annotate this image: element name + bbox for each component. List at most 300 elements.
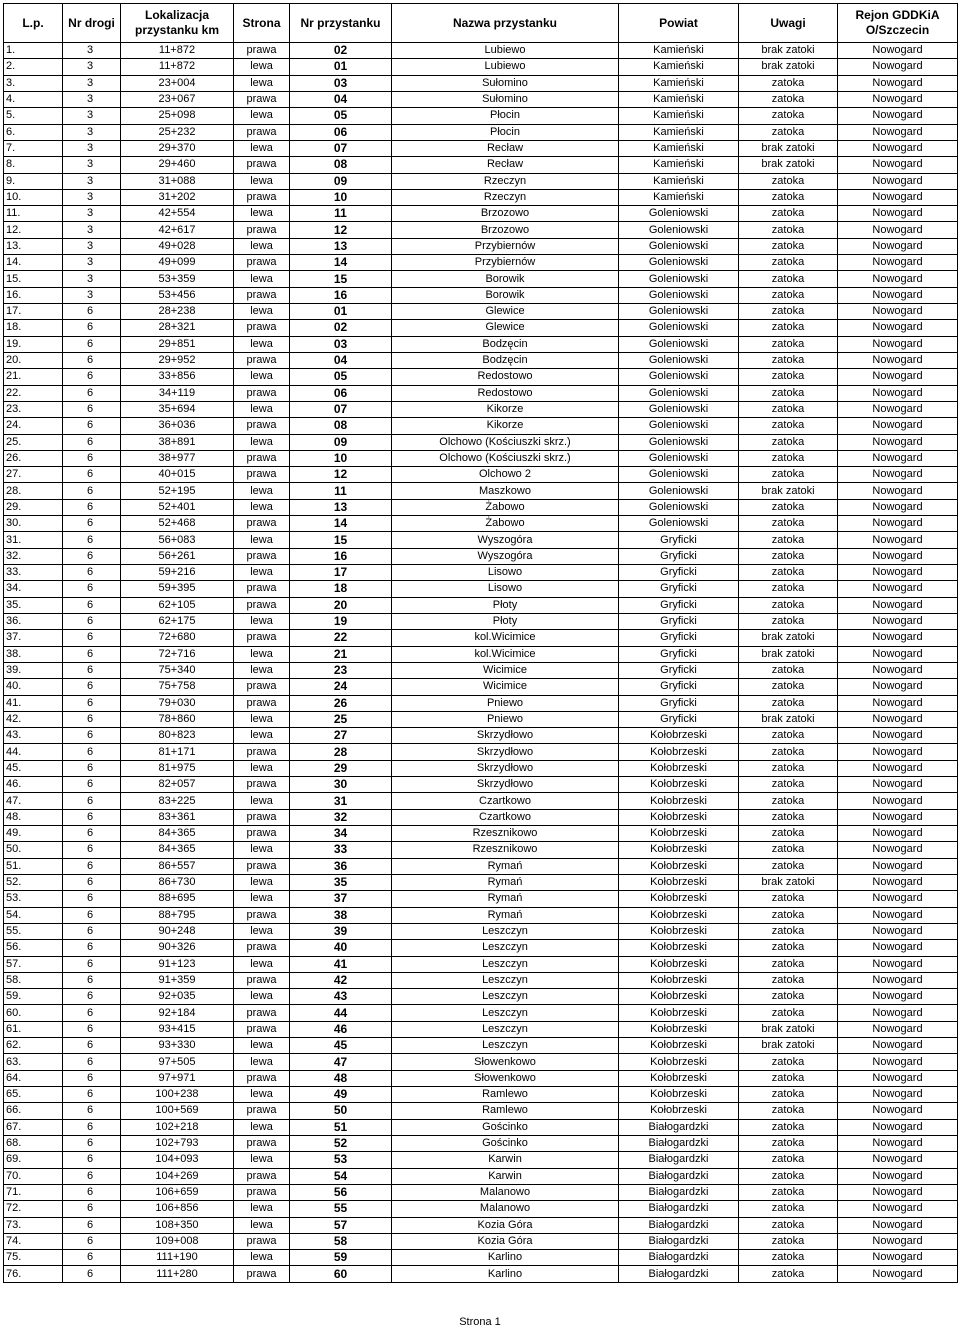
cell-side: lewa	[234, 1038, 290, 1054]
cell-uwagi: zatoka	[739, 173, 838, 189]
cell-road: 6	[63, 1038, 121, 1054]
cell-road: 6	[63, 304, 121, 320]
cell-road: 6	[63, 826, 121, 842]
cell-lp: 39.	[4, 662, 63, 678]
cell-stop-no: 27	[290, 728, 392, 744]
table-row	[4, 760, 958, 776]
cell-lp: 10.	[4, 189, 63, 205]
cell-lp: 67.	[4, 1119, 63, 1135]
cell-lp: 44.	[4, 744, 63, 760]
cell-lp: 36.	[4, 613, 63, 629]
cell-km: 62+105	[121, 597, 234, 613]
cell-km: 78+860	[121, 711, 234, 727]
cell-lp: 65.	[4, 1087, 63, 1103]
cell-stop-no: 42	[290, 972, 392, 988]
cell-km: 106+659	[121, 1184, 234, 1200]
cell-powiat: Białogardzki	[619, 1266, 739, 1282]
cell-stop-no: 06	[290, 124, 392, 140]
header-rejon: Rejon GDDKiA O/Szczecin	[838, 4, 958, 43]
cell-road: 6	[63, 336, 121, 352]
table-row	[4, 972, 958, 988]
table-row	[4, 1168, 958, 1184]
cell-road: 6	[63, 874, 121, 890]
cell-road: 3	[63, 255, 121, 271]
cell-lp: 42.	[4, 711, 63, 727]
cell-stop-no: 22	[290, 630, 392, 646]
table-row	[4, 532, 958, 548]
cell-stop-no: 47	[290, 1054, 392, 1070]
table-row	[4, 483, 958, 499]
cell-km: 90+326	[121, 940, 234, 956]
table-row	[4, 206, 958, 222]
cell-uwagi: zatoka	[739, 1087, 838, 1103]
cell-uwagi: zatoka	[739, 891, 838, 907]
cell-rejon: Nowogard	[838, 1152, 958, 1168]
cell-name: Słowenkowo	[392, 1054, 619, 1070]
cell-rejon: Nowogard	[838, 858, 958, 874]
cell-uwagi: zatoka	[739, 1266, 838, 1282]
table-row	[4, 287, 958, 303]
cell-side: prawa	[234, 255, 290, 271]
cell-side: prawa	[234, 189, 290, 205]
cell-road: 6	[63, 401, 121, 417]
cell-name: Skrzydłowo	[392, 760, 619, 776]
cell-side: lewa	[234, 532, 290, 548]
cell-uwagi: brak zatoki	[739, 874, 838, 890]
cell-powiat: Białogardzki	[619, 1201, 739, 1217]
cell-stop-no: 13	[290, 499, 392, 515]
cell-stop-no: 11	[290, 206, 392, 222]
cell-km: 92+184	[121, 1005, 234, 1021]
cell-lp: 72.	[4, 1201, 63, 1217]
cell-lp: 4.	[4, 91, 63, 107]
cell-road: 6	[63, 858, 121, 874]
cell-rejon: Nowogard	[838, 711, 958, 727]
cell-rejon: Nowogard	[838, 760, 958, 776]
table-row	[4, 1152, 958, 1168]
cell-road: 6	[63, 1250, 121, 1266]
cell-name: kol.Wicimice	[392, 646, 619, 662]
cell-rejon: Nowogard	[838, 222, 958, 238]
cell-uwagi: zatoka	[739, 1168, 838, 1184]
cell-rejon: Nowogard	[838, 923, 958, 939]
cell-km: 40+015	[121, 467, 234, 483]
cell-stop-no: 08	[290, 157, 392, 173]
cell-rejon: Nowogard	[838, 1038, 958, 1054]
cell-rejon: Nowogard	[838, 972, 958, 988]
cell-stop-no: 08	[290, 418, 392, 434]
cell-road: 3	[63, 238, 121, 254]
cell-powiat: Goleniowski	[619, 271, 739, 287]
cell-side: lewa	[234, 1217, 290, 1233]
cell-road: 6	[63, 385, 121, 401]
cell-side: lewa	[234, 206, 290, 222]
cell-uwagi: zatoka	[739, 1054, 838, 1070]
cell-km: 29+851	[121, 336, 234, 352]
cell-rejon: Nowogard	[838, 1250, 958, 1266]
cell-km: 23+067	[121, 91, 234, 107]
cell-lp: 45.	[4, 760, 63, 776]
cell-rejon: Nowogard	[838, 304, 958, 320]
cell-rejon: Nowogard	[838, 157, 958, 173]
cell-lp: 43.	[4, 728, 63, 744]
cell-powiat: Kołobrzeski	[619, 1005, 739, 1021]
cell-stop-no: 40	[290, 940, 392, 956]
bus-stops-table	[3, 3, 958, 1283]
cell-stop-no: 30	[290, 777, 392, 793]
cell-rejon: Nowogard	[838, 1054, 958, 1070]
cell-km: 90+248	[121, 923, 234, 939]
cell-uwagi: zatoka	[739, 989, 838, 1005]
cell-uwagi: brak zatoki	[739, 711, 838, 727]
cell-stop-no: 53	[290, 1152, 392, 1168]
cell-km: 102+218	[121, 1119, 234, 1135]
cell-km: 75+340	[121, 662, 234, 678]
cell-km: 92+035	[121, 989, 234, 1005]
cell-lp: 50.	[4, 842, 63, 858]
cell-rejon: Nowogard	[838, 1217, 958, 1233]
cell-name: Leszczyn	[392, 972, 619, 988]
table-row	[4, 777, 958, 793]
cell-stop-no: 52	[290, 1135, 392, 1151]
cell-uwagi: zatoka	[739, 499, 838, 515]
cell-lp: 64.	[4, 1070, 63, 1086]
cell-powiat: Białogardzki	[619, 1184, 739, 1200]
cell-powiat: Białogardzki	[619, 1152, 739, 1168]
cell-lp: 24.	[4, 418, 63, 434]
cell-rejon: Nowogard	[838, 597, 958, 613]
header-road: Nr drogi	[63, 4, 121, 43]
cell-rejon: Nowogard	[838, 956, 958, 972]
cell-stop-no: 05	[290, 108, 392, 124]
cell-rejon: Nowogard	[838, 1103, 958, 1119]
cell-uwagi: zatoka	[739, 206, 838, 222]
cell-stop-no: 06	[290, 385, 392, 401]
cell-road: 6	[63, 923, 121, 939]
cell-rejon: Nowogard	[838, 646, 958, 662]
cell-rejon: Nowogard	[838, 630, 958, 646]
cell-stop-no: 21	[290, 646, 392, 662]
cell-road: 3	[63, 75, 121, 91]
cell-name: Sułomino	[392, 75, 619, 91]
cell-road: 6	[63, 1168, 121, 1184]
cell-side: lewa	[234, 565, 290, 581]
cell-stop-no: 02	[290, 43, 392, 59]
cell-rejon: Nowogard	[838, 173, 958, 189]
cell-name: Płoty	[392, 597, 619, 613]
cell-rejon: Nowogard	[838, 728, 958, 744]
cell-side: lewa	[234, 238, 290, 254]
cell-road: 6	[63, 581, 121, 597]
cell-name: Wyszogóra	[392, 548, 619, 564]
cell-name: Lubiewo	[392, 59, 619, 75]
cell-km: 84+365	[121, 842, 234, 858]
cell-lp: 69.	[4, 1152, 63, 1168]
cell-uwagi: zatoka	[739, 956, 838, 972]
cell-uwagi: brak zatoki	[739, 1038, 838, 1054]
cell-powiat: Goleniowski	[619, 434, 739, 450]
cell-side: lewa	[234, 711, 290, 727]
cell-powiat: Kamieński	[619, 43, 739, 59]
cell-name: Rymań	[392, 891, 619, 907]
cell-name: Leszczyn	[392, 989, 619, 1005]
cell-km: 36+036	[121, 418, 234, 434]
cell-uwagi: zatoka	[739, 662, 838, 678]
cell-side: prawa	[234, 630, 290, 646]
cell-name: Olchowo (Kościuszki skrz.)	[392, 450, 619, 466]
cell-rejon: Nowogard	[838, 336, 958, 352]
cell-powiat: Goleniowski	[619, 287, 739, 303]
cell-stop-no: 46	[290, 1021, 392, 1037]
table-row	[4, 59, 958, 75]
cell-stop-no: 10	[290, 450, 392, 466]
cell-uwagi: zatoka	[739, 1184, 838, 1200]
cell-powiat: Kołobrzeski	[619, 1087, 739, 1103]
cell-uwagi: zatoka	[739, 467, 838, 483]
cell-km: 38+977	[121, 450, 234, 466]
cell-rejon: Nowogard	[838, 1135, 958, 1151]
cell-uwagi: zatoka	[739, 826, 838, 842]
cell-km: 52+401	[121, 499, 234, 515]
cell-uwagi: zatoka	[739, 304, 838, 320]
cell-name: Leszczyn	[392, 956, 619, 972]
cell-uwagi: zatoka	[739, 336, 838, 352]
cell-name: Lisowo	[392, 565, 619, 581]
cell-stop-no: 20	[290, 597, 392, 613]
cell-lp: 3.	[4, 75, 63, 91]
table-row	[4, 516, 958, 532]
cell-km: 29+952	[121, 352, 234, 368]
cell-road: 6	[63, 1184, 121, 1200]
cell-lp: 48.	[4, 809, 63, 825]
cell-lp: 20.	[4, 352, 63, 368]
table-row	[4, 581, 958, 597]
cell-uwagi: zatoka	[739, 434, 838, 450]
cell-rejon: Nowogard	[838, 891, 958, 907]
cell-km: 38+891	[121, 434, 234, 450]
cell-km: 81+975	[121, 760, 234, 776]
table-row	[4, 597, 958, 613]
cell-lp: 52.	[4, 874, 63, 890]
cell-side: prawa	[234, 1021, 290, 1037]
table-row	[4, 630, 958, 646]
cell-km: 97+971	[121, 1070, 234, 1086]
cell-side: lewa	[234, 1087, 290, 1103]
cell-name: Borowik	[392, 271, 619, 287]
cell-powiat: Kołobrzeski	[619, 874, 739, 890]
cell-name: Recław	[392, 140, 619, 156]
cell-powiat: Kołobrzeski	[619, 956, 739, 972]
cell-uwagi: zatoka	[739, 923, 838, 939]
cell-rejon: Nowogard	[838, 1119, 958, 1135]
cell-powiat: Goleniowski	[619, 369, 739, 385]
cell-name: Leszczyn	[392, 923, 619, 939]
cell-powiat: Kołobrzeski	[619, 972, 739, 988]
cell-road: 3	[63, 124, 121, 140]
cell-lp: 58.	[4, 972, 63, 988]
cell-road: 6	[63, 483, 121, 499]
table-row	[4, 467, 958, 483]
cell-road: 6	[63, 956, 121, 972]
cell-side: lewa	[234, 842, 290, 858]
cell-stop-no: 24	[290, 679, 392, 695]
table-row	[4, 1038, 958, 1054]
cell-road: 6	[63, 613, 121, 629]
cell-powiat: Gryficki	[619, 711, 739, 727]
cell-stop-no: 48	[290, 1070, 392, 1086]
table-row	[4, 1135, 958, 1151]
cell-powiat: Gryficki	[619, 581, 739, 597]
cell-km: 23+004	[121, 75, 234, 91]
cell-road: 6	[63, 630, 121, 646]
cell-road: 3	[63, 91, 121, 107]
cell-powiat: Kamieński	[619, 124, 739, 140]
cell-powiat: Kamieński	[619, 75, 739, 91]
cell-rejon: Nowogard	[838, 369, 958, 385]
cell-stop-no: 12	[290, 222, 392, 238]
table-row	[4, 1005, 958, 1021]
cell-powiat: Kamieński	[619, 108, 739, 124]
cell-rejon: Nowogard	[838, 108, 958, 124]
cell-powiat: Kamieński	[619, 173, 739, 189]
cell-name: Karlino	[392, 1266, 619, 1282]
cell-km: 31+088	[121, 173, 234, 189]
cell-side: prawa	[234, 826, 290, 842]
cell-lp: 53.	[4, 891, 63, 907]
cell-km: 91+359	[121, 972, 234, 988]
cell-powiat: Gryficki	[619, 532, 739, 548]
cell-stop-no: 33	[290, 842, 392, 858]
cell-road: 6	[63, 907, 121, 923]
cell-km: 88+795	[121, 907, 234, 923]
table-row	[4, 418, 958, 434]
cell-road: 6	[63, 777, 121, 793]
cell-uwagi: zatoka	[739, 1119, 838, 1135]
cell-side: lewa	[234, 499, 290, 515]
cell-name: Wyszogóra	[392, 532, 619, 548]
cell-km: 42+617	[121, 222, 234, 238]
cell-name: Bodzęcin	[392, 336, 619, 352]
cell-km: 35+694	[121, 401, 234, 417]
cell-km: 109+008	[121, 1233, 234, 1249]
cell-stop-no: 29	[290, 760, 392, 776]
cell-rejon: Nowogard	[838, 43, 958, 59]
cell-stop-no: 03	[290, 336, 392, 352]
cell-name: Glewice	[392, 304, 619, 320]
cell-rejon: Nowogard	[838, 777, 958, 793]
cell-name: Żabowo	[392, 516, 619, 532]
cell-rejon: Nowogard	[838, 287, 958, 303]
cell-road: 6	[63, 1119, 121, 1135]
cell-km: 28+321	[121, 320, 234, 336]
cell-name: Maszkowo	[392, 483, 619, 499]
table-row	[4, 1266, 958, 1282]
cell-side: prawa	[234, 467, 290, 483]
table-row	[4, 255, 958, 271]
cell-km: 53+359	[121, 271, 234, 287]
cell-lp: 49.	[4, 826, 63, 842]
header-km: Lokalizacja przystanku km	[121, 4, 234, 43]
cell-road: 6	[63, 662, 121, 678]
cell-uwagi: zatoka	[739, 1152, 838, 1168]
cell-km: 49+028	[121, 238, 234, 254]
table-row	[4, 385, 958, 401]
cell-side: prawa	[234, 222, 290, 238]
cell-km: 11+872	[121, 59, 234, 75]
cell-lp: 59.	[4, 989, 63, 1005]
cell-rejon: Nowogard	[838, 450, 958, 466]
table-row	[4, 108, 958, 124]
cell-stop-no: 12	[290, 467, 392, 483]
table-row	[4, 842, 958, 858]
table-row	[4, 679, 958, 695]
cell-lp: 32.	[4, 548, 63, 564]
cell-stop-no: 11	[290, 483, 392, 499]
cell-lp: 26.	[4, 450, 63, 466]
cell-name: Rzeczyn	[392, 173, 619, 189]
cell-km: 34+119	[121, 385, 234, 401]
cell-powiat: Białogardzki	[619, 1168, 739, 1184]
cell-lp: 7.	[4, 140, 63, 156]
cell-rejon: Nowogard	[838, 581, 958, 597]
cell-uwagi: brak zatoki	[739, 43, 838, 59]
cell-side: lewa	[234, 891, 290, 907]
header-row	[4, 4, 958, 43]
cell-rejon: Nowogard	[838, 140, 958, 156]
cell-side: lewa	[234, 1152, 290, 1168]
cell-km: 52+195	[121, 483, 234, 499]
cell-side: prawa	[234, 352, 290, 368]
cell-uwagi: brak zatoki	[739, 157, 838, 173]
table-row	[4, 352, 958, 368]
table-row	[4, 43, 958, 59]
cell-lp: 28.	[4, 483, 63, 499]
cell-powiat: Gryficki	[619, 548, 739, 564]
table-row	[4, 858, 958, 874]
cell-lp: 73.	[4, 1217, 63, 1233]
cell-lp: 11.	[4, 206, 63, 222]
cell-powiat: Kamieński	[619, 91, 739, 107]
cell-uwagi: zatoka	[739, 189, 838, 205]
cell-powiat: Gryficki	[619, 662, 739, 678]
cell-side: lewa	[234, 1054, 290, 1070]
cell-road: 6	[63, 842, 121, 858]
cell-side: lewa	[234, 1250, 290, 1266]
cell-side: prawa	[234, 1266, 290, 1282]
cell-km: 83+225	[121, 793, 234, 809]
cell-rejon: Nowogard	[838, 907, 958, 923]
cell-powiat: Kołobrzeski	[619, 891, 739, 907]
cell-road: 6	[63, 434, 121, 450]
cell-uwagi: zatoka	[739, 842, 838, 858]
cell-lp: 18.	[4, 320, 63, 336]
cell-uwagi: zatoka	[739, 401, 838, 417]
cell-side: prawa	[234, 157, 290, 173]
cell-rejon: Nowogard	[838, 679, 958, 695]
cell-road: 3	[63, 157, 121, 173]
table-row	[4, 646, 958, 662]
cell-road: 6	[63, 548, 121, 564]
cell-uwagi: zatoka	[739, 255, 838, 271]
cell-uwagi: zatoka	[739, 369, 838, 385]
cell-name: Kikorze	[392, 418, 619, 434]
cell-uwagi: zatoka	[739, 760, 838, 776]
cell-stop-no: 38	[290, 907, 392, 923]
cell-stop-no: 07	[290, 140, 392, 156]
cell-km: 72+680	[121, 630, 234, 646]
cell-powiat: Kołobrzeski	[619, 907, 739, 923]
cell-rejon: Nowogard	[838, 809, 958, 825]
